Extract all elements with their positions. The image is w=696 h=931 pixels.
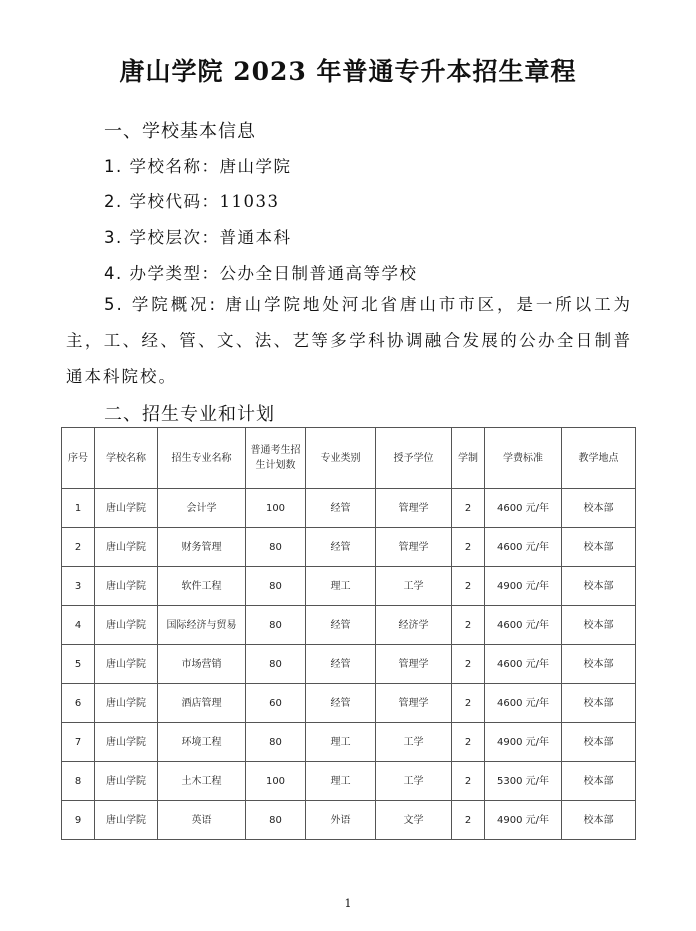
table-cell: 80 bbox=[246, 801, 306, 840]
table-header-row bbox=[62, 428, 636, 489]
table-cell: 外语 bbox=[306, 801, 376, 840]
table-cell: 工学 bbox=[376, 723, 452, 762]
table-cell: 校本部 bbox=[562, 645, 636, 684]
table-cell: 唐山学院 bbox=[95, 762, 158, 801]
info-school-level bbox=[104, 224, 292, 248]
header-cell: 招生专业名称 bbox=[158, 428, 246, 489]
info-value: 11033 bbox=[219, 192, 280, 211]
table-cell: 校本部 bbox=[562, 723, 636, 762]
header-cell: 学校名称 bbox=[95, 428, 158, 489]
table-cell: 经管 bbox=[306, 489, 376, 528]
table-cell: 管理学 bbox=[376, 645, 452, 684]
table-cell: 会计学 bbox=[158, 489, 246, 528]
table-cell: 80 bbox=[246, 645, 306, 684]
table-cell: 4 bbox=[62, 606, 95, 645]
table-row bbox=[62, 528, 636, 567]
overview-text: 唐山学院地处河北省唐山市市区，是一所以工为主，工、经、管、文、法、艺等多学科协调融合发展的公办全日制普通本科院校。 bbox=[66, 295, 632, 386]
table-row bbox=[62, 723, 636, 762]
table-cell: 2 bbox=[452, 801, 485, 840]
table-cell: 管理学 bbox=[376, 528, 452, 567]
table-cell: 4600 元/年 bbox=[485, 606, 562, 645]
table-cell: 工学 bbox=[376, 567, 452, 606]
table-cell: 3 bbox=[62, 567, 95, 606]
header-cell: 学费标准 bbox=[485, 428, 562, 489]
header-cell: 专业类别 bbox=[306, 428, 376, 489]
table-cell: 80 bbox=[246, 567, 306, 606]
table-cell: 校本部 bbox=[562, 489, 636, 528]
table-cell: 9 bbox=[62, 801, 95, 840]
table-cell: 唐山学院 bbox=[95, 528, 158, 567]
table-cell: 4600 元/年 bbox=[485, 528, 562, 567]
table-cell: 工学 bbox=[376, 762, 452, 801]
table-row bbox=[62, 762, 636, 801]
table-row bbox=[62, 606, 636, 645]
info-key: 4. 办学类型： bbox=[104, 264, 220, 283]
table-cell: 唐山学院 bbox=[95, 489, 158, 528]
table-cell: 财务管理 bbox=[158, 528, 246, 567]
table-cell: 校本部 bbox=[562, 528, 636, 567]
info-school-name bbox=[104, 153, 292, 177]
table-cell: 管理学 bbox=[376, 684, 452, 723]
table-cell: 80 bbox=[246, 528, 306, 567]
school-overview bbox=[66, 287, 632, 395]
table-cell: 土木工程 bbox=[158, 762, 246, 801]
table-cell: 2 bbox=[452, 723, 485, 762]
info-value: 唐山学院 bbox=[219, 157, 292, 176]
section-heading-enrollment-plan: 二、招生专业和计划 bbox=[104, 404, 275, 425]
info-key: 2. 学校代码： bbox=[104, 192, 220, 211]
table-cell: 4900 元/年 bbox=[485, 567, 562, 606]
table-cell: 2 bbox=[452, 567, 485, 606]
table-cell: 2 bbox=[452, 606, 485, 645]
table-cell: 英语 bbox=[158, 801, 246, 840]
table-cell: 5300 元/年 bbox=[485, 762, 562, 801]
table-cell: 校本部 bbox=[562, 801, 636, 840]
table-cell: 校本部 bbox=[562, 567, 636, 606]
table-cell: 唐山学院 bbox=[95, 723, 158, 762]
table-cell: 唐山学院 bbox=[95, 645, 158, 684]
info-key: 1. 学校名称： bbox=[104, 157, 220, 176]
enrollment-plan-table bbox=[61, 427, 636, 840]
table-cell: 经管 bbox=[306, 528, 376, 567]
table-cell: 理工 bbox=[306, 567, 376, 606]
info-value: 公办全日制普通高等学校 bbox=[219, 264, 418, 283]
table-cell: 6 bbox=[62, 684, 95, 723]
table-cell: 60 bbox=[246, 684, 306, 723]
page-number: 1 bbox=[344, 897, 352, 910]
table-cell: 唐山学院 bbox=[95, 684, 158, 723]
table-cell: 唐山学院 bbox=[95, 801, 158, 840]
page-title: 唐山学院 2023 年普通专升本招生章程 bbox=[119, 57, 577, 86]
table-cell: 2 bbox=[452, 489, 485, 528]
table-cell: 80 bbox=[246, 723, 306, 762]
table-cell: 酒店管理 bbox=[158, 684, 246, 723]
table-cell: 唐山学院 bbox=[95, 567, 158, 606]
table-cell: 5 bbox=[62, 645, 95, 684]
table-cell: 理工 bbox=[306, 762, 376, 801]
table-cell: 环境工程 bbox=[158, 723, 246, 762]
table-cell: 4600 元/年 bbox=[485, 489, 562, 528]
table-cell: 文学 bbox=[376, 801, 452, 840]
table-cell: 校本部 bbox=[562, 606, 636, 645]
table-row bbox=[62, 684, 636, 723]
section-heading-basic-info: 一、学校基本信息 bbox=[104, 121, 256, 142]
table-cell: 7 bbox=[62, 723, 95, 762]
table-cell: 经济学 bbox=[376, 606, 452, 645]
header-cell: 学制 bbox=[452, 428, 485, 489]
table-row bbox=[62, 489, 636, 528]
header-cell: 普通考生招生计划数 bbox=[246, 428, 306, 489]
table-cell: 4900 元/年 bbox=[485, 801, 562, 840]
info-key: 3. 学校层次： bbox=[104, 228, 220, 247]
table-cell: 4900 元/年 bbox=[485, 723, 562, 762]
table-cell: 市场营销 bbox=[158, 645, 246, 684]
header-cell: 授予学位 bbox=[376, 428, 452, 489]
table-cell: 经管 bbox=[306, 606, 376, 645]
table-cell: 1 bbox=[62, 489, 95, 528]
info-school-type bbox=[104, 260, 418, 284]
table-cell: 2 bbox=[452, 528, 485, 567]
table-cell: 4600 元/年 bbox=[485, 684, 562, 723]
table-cell: 管理学 bbox=[376, 489, 452, 528]
table-cell: 8 bbox=[62, 762, 95, 801]
table-cell: 软件工程 bbox=[158, 567, 246, 606]
table-cell: 2 bbox=[452, 645, 485, 684]
table-cell: 理工 bbox=[306, 723, 376, 762]
table-cell: 100 bbox=[246, 762, 306, 801]
table-cell: 校本部 bbox=[562, 762, 636, 801]
table-row bbox=[62, 645, 636, 684]
table-row bbox=[62, 567, 636, 606]
table-cell: 经管 bbox=[306, 645, 376, 684]
overview-key: 5. 学院概况: bbox=[104, 295, 226, 314]
table-cell: 4600 元/年 bbox=[485, 645, 562, 684]
table-cell: 100 bbox=[246, 489, 306, 528]
table-cell: 校本部 bbox=[562, 684, 636, 723]
header-cell: 序号 bbox=[62, 428, 95, 489]
header-cell: 教学地点 bbox=[562, 428, 636, 489]
info-school-code bbox=[104, 188, 280, 212]
table-cell: 2 bbox=[452, 684, 485, 723]
table-cell: 唐山学院 bbox=[95, 606, 158, 645]
table-cell: 2 bbox=[452, 762, 485, 801]
table-cell: 80 bbox=[246, 606, 306, 645]
table-cell: 2 bbox=[62, 528, 95, 567]
table-cell: 经管 bbox=[306, 684, 376, 723]
table-cell: 国际经济与贸易 bbox=[158, 606, 246, 645]
table-row bbox=[62, 801, 636, 840]
info-value: 普通本科 bbox=[219, 228, 292, 247]
